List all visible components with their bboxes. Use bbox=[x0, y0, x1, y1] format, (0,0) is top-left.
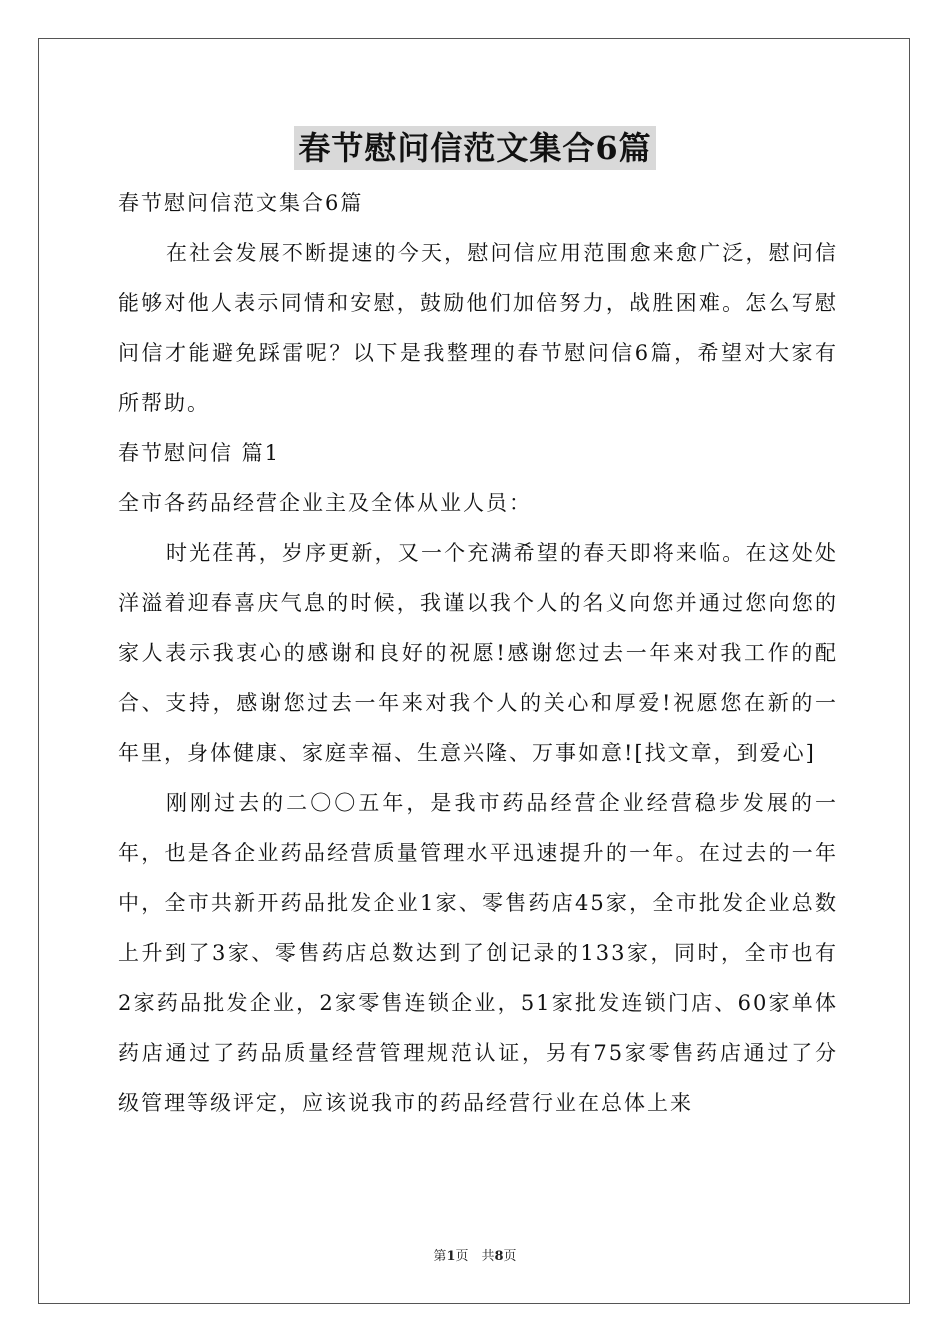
paragraph-review: 刚刚过去的二〇〇五年，是我市药品经营企业经营稳步发展的一年，也是各企业药品经营质量管理水平迅速提升的一年。在过去的一年中，全市共新开药品批发企业1家、零售药店45家，全市批发企业总数上升到了3家、零售药店总数达到了创记录的133家，同时，全市也有2家药品批发企业，2家零售连锁企业，51家批发连锁门店、60家单体药店通过了药品质量经营管理规范认证，另有75家零售药店通过了分级管理等级评定，应该说我市的药品经营行业在总体上来 bbox=[118, 791, 838, 1115]
paragraph-greeting: 时光荏苒，岁序更新，又一个充满希望的春天即将来临。在这处处洋溢着迎春喜庆气息的时候，我谨以我个人的名义向您并通过您向您的家人表示我衷心的感谢和良好的祝愿!感谢您过去一年来对我工作的配合、支持，感谢您过去一年来对我个人的关心和厚爱!祝愿您在新的一年里，身体健康、家庭幸福、生意兴隆、万事如意![找文章，到爱心] bbox=[118, 541, 838, 765]
footer-prefix: 第 bbox=[433, 1249, 447, 1264]
section-heading: 春节慰问信 篇1 bbox=[118, 441, 281, 465]
footer-total-pages: 8 bbox=[494, 1249, 504, 1264]
footer-page-number: 1 bbox=[446, 1249, 456, 1264]
page-footer bbox=[0, 1249, 950, 1265]
document-body bbox=[118, 178, 838, 1128]
paragraph-intro: 在社会发展不断提速的今天，慰问信应用范围愈来愈广泛，慰问信能够对他人表示同情和安慰，鼓励他们加倍努力，战胜困难。怎么写慰问信才能避免踩雷呢？以下是我整理的春节慰问信6篇，希望对大家有所帮助。 bbox=[118, 241, 838, 415]
footer-suffix: 页 bbox=[503, 1249, 517, 1264]
document-title: 春节慰问信范文集合6篇 bbox=[294, 126, 655, 170]
salutation: 全市各药品经营企业主及全体从业人员： bbox=[118, 491, 532, 515]
footer-middle: 页 共 bbox=[455, 1249, 495, 1264]
paragraph-subtitle: 春节慰问信范文集合6篇 bbox=[118, 191, 364, 215]
title-area bbox=[0, 126, 950, 170]
